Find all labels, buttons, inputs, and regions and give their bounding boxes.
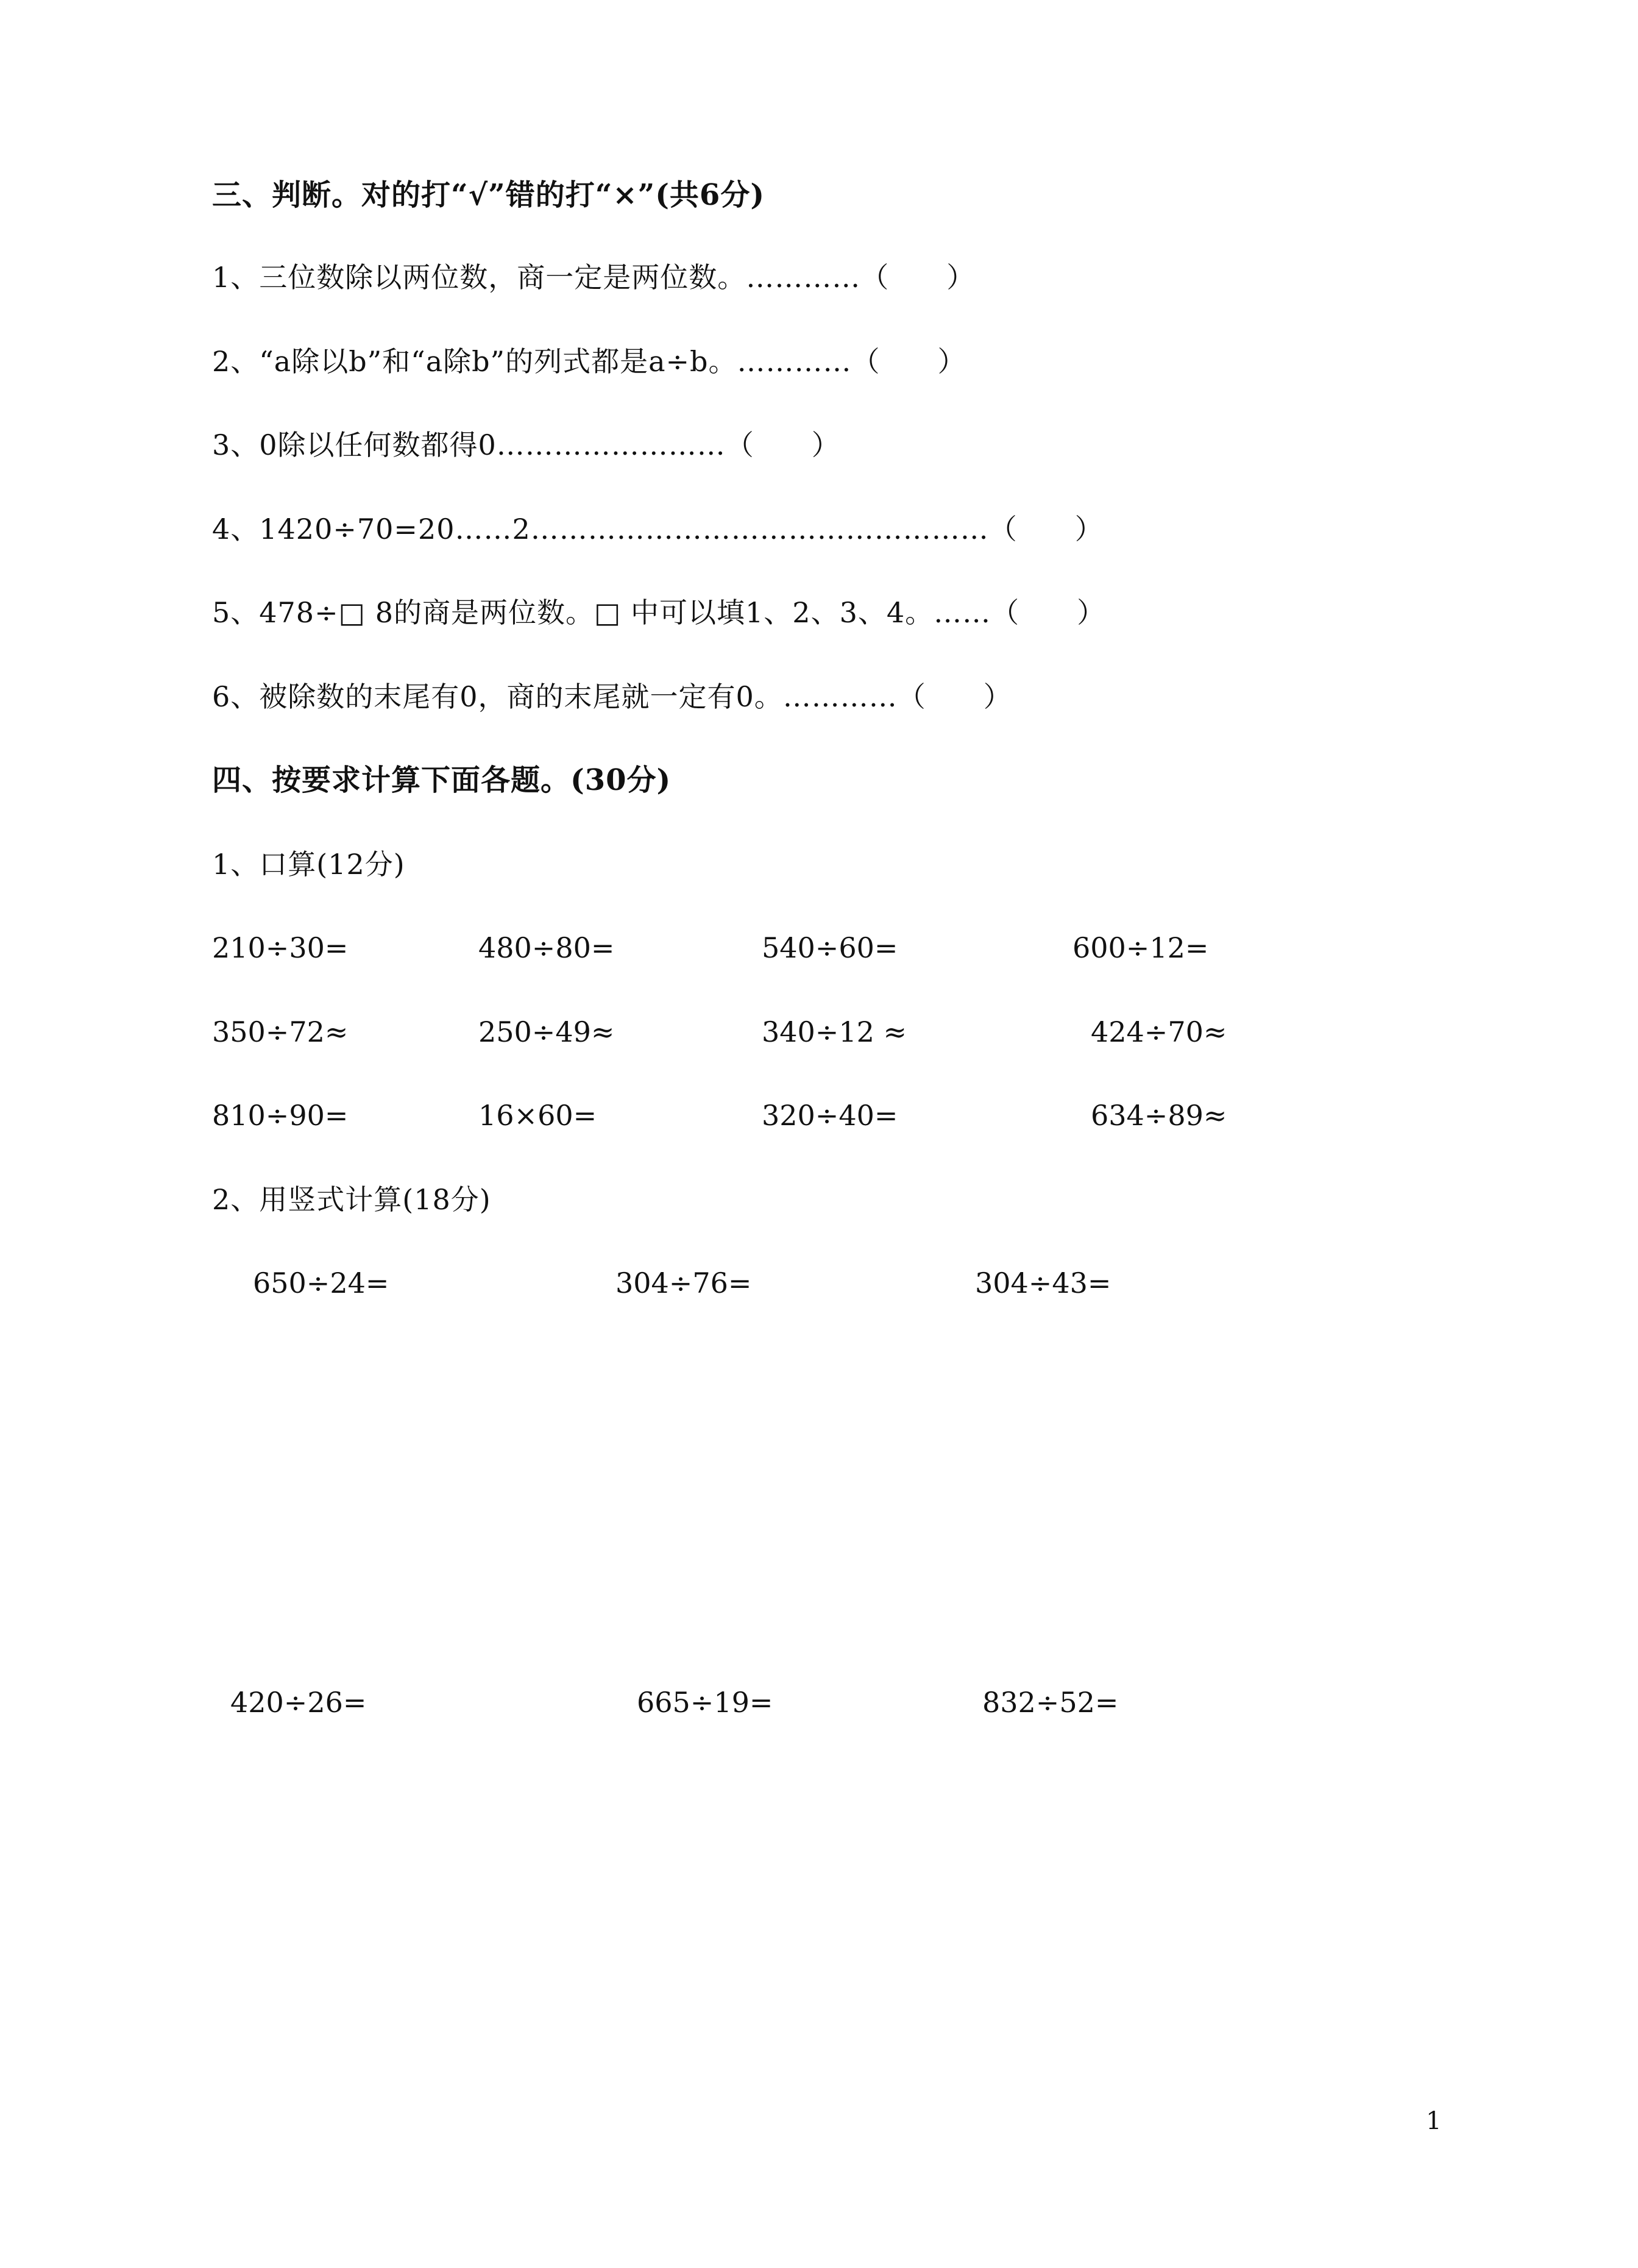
oral-calc-expression: 340÷12 ≈	[762, 1015, 907, 1048]
judgement-item-5: 5、478÷□ 8的商是两位数。□ 中可以填1、2、3、4。……（ ）	[212, 596, 1106, 629]
oral-calc-expression: 540÷60=	[762, 931, 898, 964]
vertical-calc-expression: 832÷52=	[982, 1686, 1119, 1719]
oral-calc-expression: 810÷90=	[212, 1099, 349, 1132]
oral-calc-expression: 16×60=	[478, 1099, 597, 1132]
oral-calc-expression: 350÷72≈	[212, 1015, 349, 1048]
judgement-item-6: 6、被除数的末尾有0，商的末尾就一定有0。…………（ ）	[212, 680, 1012, 713]
judgement-item-4: 4、1420÷70=20……2…………………………………………（ ）	[212, 513, 1104, 546]
judgement-item-1: 1、三位数除以两位数，商一定是两位数。…………（ ）	[212, 261, 976, 294]
judgement-item-3: 3、0除以任何数都得0……………………（ ）	[212, 428, 840, 461]
oral-calc-title: 1、口算(12分)	[212, 848, 405, 881]
oral-calc-expression: 480÷80=	[478, 931, 615, 964]
oral-calc-expression: 634÷89≈	[1091, 1099, 1227, 1132]
oral-calc-expression: 250÷49≈	[478, 1015, 615, 1048]
judgement-item-2: 2、“a除以b”和“a除b”的列式都是a÷b。…………（ ）	[212, 345, 966, 378]
vertical-calc-expression: 665÷19=	[637, 1686, 773, 1719]
oral-calc-expression: 320÷40=	[762, 1099, 898, 1132]
vertical-calc-title: 2、用竖式计算(18分)	[212, 1183, 491, 1216]
page-number: 1	[1426, 2107, 1442, 2135]
oral-calc-expression: 424÷70≈	[1091, 1015, 1227, 1048]
vertical-calc-expression: 304÷43=	[975, 1267, 1112, 1299]
vertical-calc-expression: 650÷24=	[253, 1267, 389, 1299]
oral-calc-expression: 210÷30=	[212, 931, 349, 964]
section4-heading: 四、按要求计算下面各题。(30分)	[212, 763, 672, 797]
vertical-calc-expression: 304÷76=	[615, 1267, 752, 1299]
section3-heading: 三、判断。对的打“√”错的打“×”(共6分)	[212, 178, 765, 212]
oral-calc-expression: 600÷12=	[1072, 931, 1209, 964]
vertical-calc-expression: 420÷26=	[230, 1686, 367, 1719]
